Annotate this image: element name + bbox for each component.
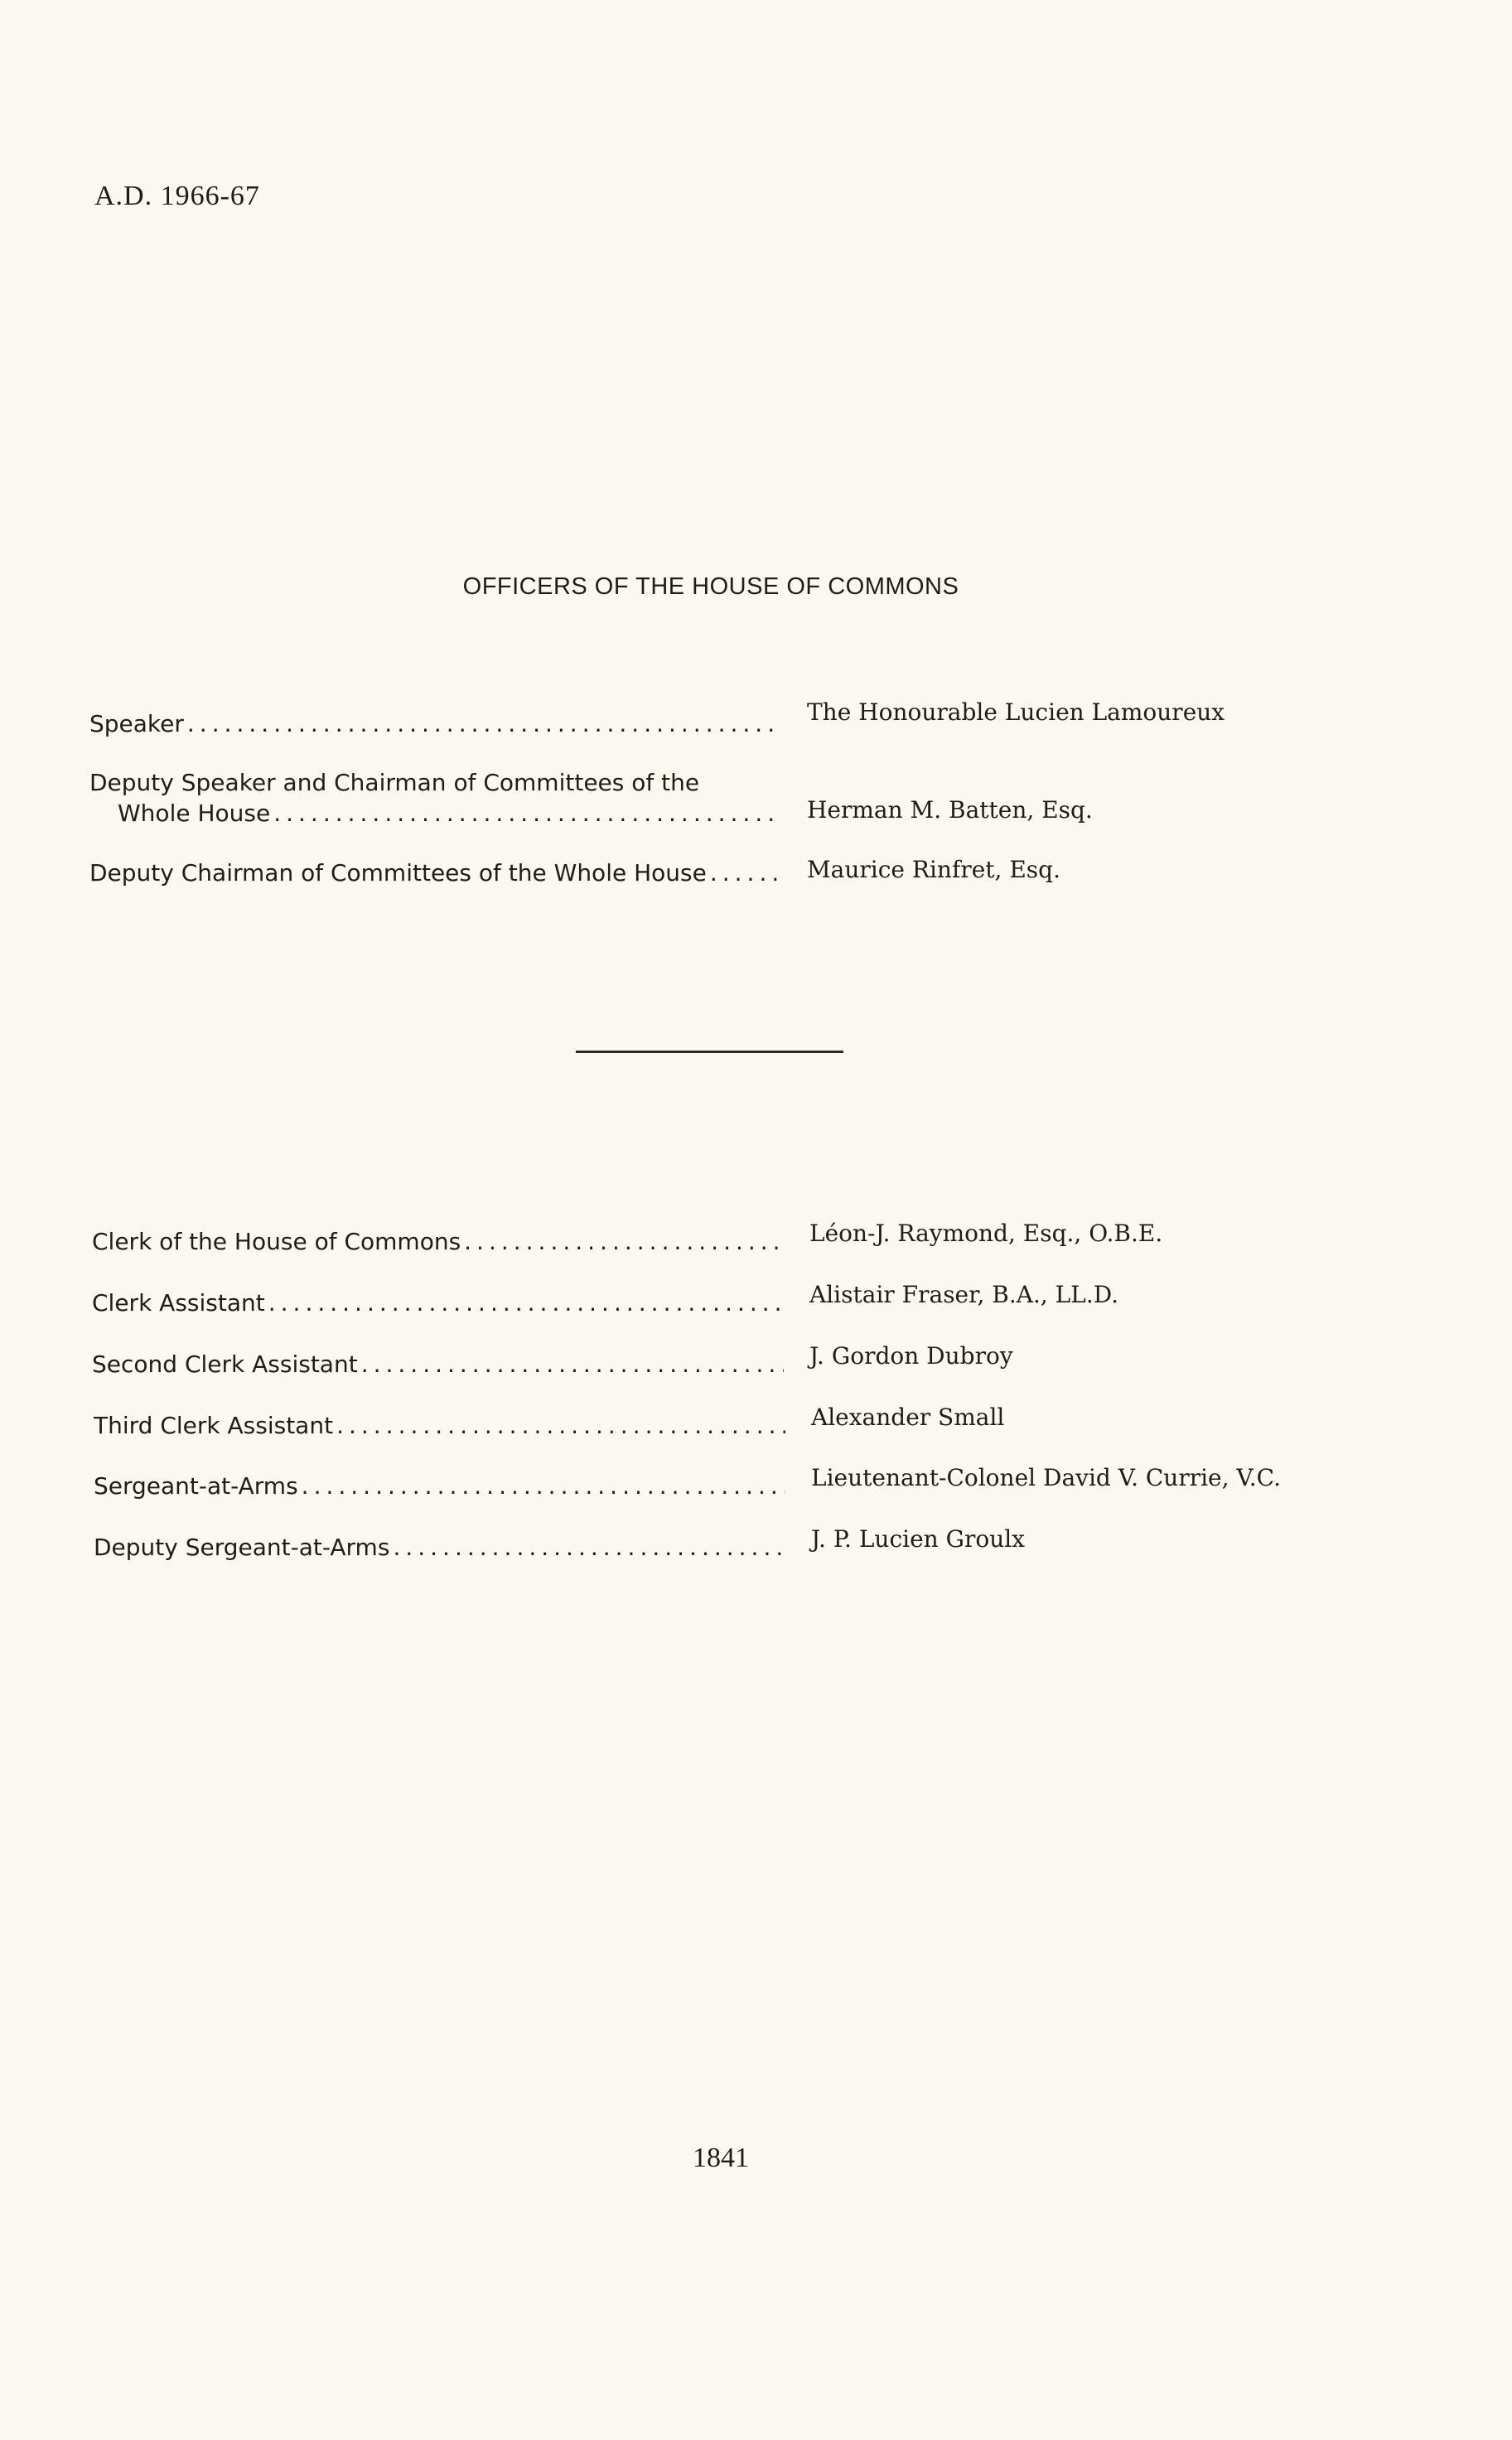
dot-leader (302, 1472, 785, 1500)
officer-row-deputy-chairman (89, 845, 1365, 887)
officer-row-sergeant-at-arms (94, 1458, 1369, 1500)
officer-holder: Maurice Rinfret, Esq. (807, 856, 1060, 883)
officer-holder: J. P. Lucien Groulx (811, 1525, 1025, 1553)
officer-title: Sergeant-at-Arms (94, 1472, 298, 1500)
officer-row-second-clerk-assistant (92, 1336, 1368, 1378)
officer-row-speaker (89, 696, 1365, 737)
page-title: OFFICERS OF THE HOUSE OF COMMONS (462, 573, 959, 600)
officer-title-line1: Deputy Speaker and Chairman of Committees of the (89, 769, 700, 796)
officer-row-clerk-assistant (92, 1275, 1368, 1317)
officer-title: Second Clerk Assistant (92, 1350, 358, 1378)
officer-title: Speaker (89, 710, 184, 737)
officer-row-clerk (92, 1214, 1368, 1255)
page-header-year: A.D. 1966-67 (94, 181, 260, 211)
officer-title: Deputy Sergeant-at-Arms (94, 1534, 390, 1561)
officer-title: Deputy Chairman of Committees of the Whole House (89, 859, 707, 887)
officer-title: Third Clerk Assistant (94, 1412, 334, 1439)
officer-row-deputy-sergeant-at-arms (94, 1520, 1369, 1561)
officer-holder: Alexander Small (811, 1404, 1005, 1431)
dot-leader (336, 1412, 785, 1439)
dot-leader (393, 1534, 785, 1561)
officer-title: Clerk Assistant (92, 1289, 265, 1317)
dot-leader (710, 859, 781, 887)
officer-title: Clerk of the House of Commons (92, 1228, 461, 1255)
page-number: 1841 (693, 2143, 749, 2173)
dot-leader (187, 710, 781, 737)
officer-holder: Lieutenant-Colonel David V. Currie, V.C. (811, 1464, 1281, 1491)
officer-title-line2: Whole House (118, 800, 271, 827)
officer-holder: J. Gordon Dubroy (809, 1342, 1013, 1370)
officer-holder: The Honourable Lucien Lamoureux (807, 698, 1225, 726)
officer-holder: Léon-J. Raymond, Esq., O.B.E. (809, 1220, 1163, 1247)
dot-leader (268, 1289, 784, 1317)
dot-leader (464, 1228, 784, 1255)
officer-row-deputy-speaker (89, 752, 1365, 827)
dot-leader (361, 1350, 784, 1378)
officer-holder: Herman M. Batten, Esq. (807, 796, 1093, 824)
officer-holder: Alistair Fraser, B.A., LL.D. (809, 1281, 1119, 1308)
dot-leader (273, 800, 781, 827)
section-divider (576, 1051, 843, 1053)
officer-row-third-clerk-assistant (94, 1398, 1369, 1439)
